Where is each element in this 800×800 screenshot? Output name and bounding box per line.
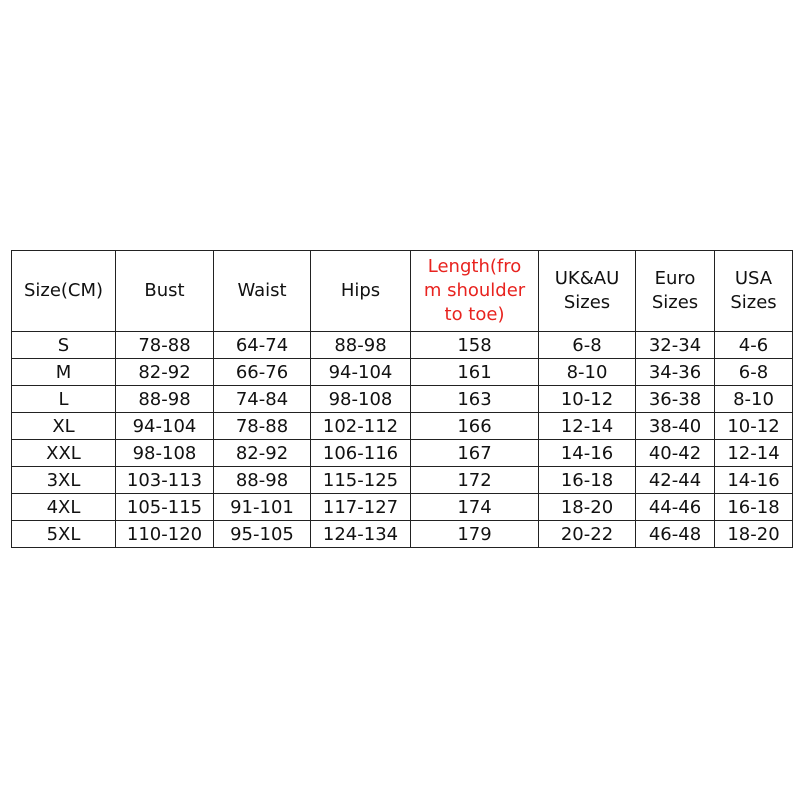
cell-usa-size: 14-16 xyxy=(715,467,793,494)
cell-waist: 82-92 xyxy=(214,440,311,467)
cell-uk-au-size: 20-22 xyxy=(539,521,636,548)
cell-hips: 124-134 xyxy=(311,521,411,548)
cell-size: 5XL xyxy=(12,521,116,548)
table-row xyxy=(12,332,793,359)
cell-usa-size: 16-18 xyxy=(715,494,793,521)
cell-uk-au-size: 14-16 xyxy=(539,440,636,467)
cell-length: 158 xyxy=(411,332,539,359)
cell-size: S xyxy=(12,332,116,359)
cell-length: 161 xyxy=(411,359,539,386)
cell-usa-size: 18-20 xyxy=(715,521,793,548)
table-row xyxy=(12,440,793,467)
header-uk-au-sizes: UK&AU Sizes xyxy=(539,251,636,332)
cell-uk-au-size: 8-10 xyxy=(539,359,636,386)
cell-bust: 82-92 xyxy=(116,359,214,386)
cell-usa-size: 10-12 xyxy=(715,413,793,440)
cell-hips: 102-112 xyxy=(311,413,411,440)
header-size: Size(CM) xyxy=(12,251,116,332)
cell-uk-au-size: 18-20 xyxy=(539,494,636,521)
cell-hips: 106-116 xyxy=(311,440,411,467)
cell-length: 163 xyxy=(411,386,539,413)
cell-length: 179 xyxy=(411,521,539,548)
cell-waist: 66-76 xyxy=(214,359,311,386)
cell-bust: 110-120 xyxy=(116,521,214,548)
cell-uk-au-size: 6-8 xyxy=(539,332,636,359)
cell-euro-size: 40-42 xyxy=(636,440,715,467)
table-row xyxy=(12,386,793,413)
header-length: Length(fro m shoulder to toe) xyxy=(411,251,539,332)
cell-size: XL xyxy=(12,413,116,440)
header-row xyxy=(12,251,793,332)
cell-euro-size: 38-40 xyxy=(636,413,715,440)
cell-length: 172 xyxy=(411,467,539,494)
header-euro-sizes: Euro Sizes xyxy=(636,251,715,332)
cell-length: 174 xyxy=(411,494,539,521)
cell-euro-size: 46-48 xyxy=(636,521,715,548)
cell-hips: 88-98 xyxy=(311,332,411,359)
table-row xyxy=(12,521,793,548)
cell-length: 166 xyxy=(411,413,539,440)
table-row xyxy=(12,413,793,440)
cell-hips: 115-125 xyxy=(311,467,411,494)
cell-uk-au-size: 10-12 xyxy=(539,386,636,413)
cell-length: 167 xyxy=(411,440,539,467)
cell-bust: 103-113 xyxy=(116,467,214,494)
cell-bust: 98-108 xyxy=(116,440,214,467)
cell-bust: 88-98 xyxy=(116,386,214,413)
cell-hips: 117-127 xyxy=(311,494,411,521)
table-row xyxy=(12,359,793,386)
cell-bust: 94-104 xyxy=(116,413,214,440)
cell-usa-size: 6-8 xyxy=(715,359,793,386)
cell-waist: 95-105 xyxy=(214,521,311,548)
cell-bust: 105-115 xyxy=(116,494,214,521)
size-chart-table xyxy=(11,250,793,548)
cell-size: L xyxy=(12,386,116,413)
cell-waist: 64-74 xyxy=(214,332,311,359)
cell-euro-size: 32-34 xyxy=(636,332,715,359)
cell-uk-au-size: 16-18 xyxy=(539,467,636,494)
cell-waist: 88-98 xyxy=(214,467,311,494)
cell-euro-size: 36-38 xyxy=(636,386,715,413)
cell-waist: 91-101 xyxy=(214,494,311,521)
header-usa-sizes: USA Sizes xyxy=(715,251,793,332)
cell-bust: 78-88 xyxy=(116,332,214,359)
cell-uk-au-size: 12-14 xyxy=(539,413,636,440)
cell-size: 4XL xyxy=(12,494,116,521)
size-rows xyxy=(12,332,793,548)
cell-euro-size: 34-36 xyxy=(636,359,715,386)
cell-hips: 94-104 xyxy=(311,359,411,386)
cell-size: XXL xyxy=(12,440,116,467)
header-bust: Bust xyxy=(116,251,214,332)
cell-usa-size: 12-14 xyxy=(715,440,793,467)
table-row xyxy=(12,467,793,494)
cell-size: 3XL xyxy=(12,467,116,494)
cell-waist: 78-88 xyxy=(214,413,311,440)
cell-size: M xyxy=(12,359,116,386)
cell-waist: 74-84 xyxy=(214,386,311,413)
cell-usa-size: 4-6 xyxy=(715,332,793,359)
header-waist: Waist xyxy=(214,251,311,332)
cell-hips: 98-108 xyxy=(311,386,411,413)
header-hips: Hips xyxy=(311,251,411,332)
cell-usa-size: 8-10 xyxy=(715,386,793,413)
cell-euro-size: 44-46 xyxy=(636,494,715,521)
table-row xyxy=(12,494,793,521)
cell-euro-size: 42-44 xyxy=(636,467,715,494)
